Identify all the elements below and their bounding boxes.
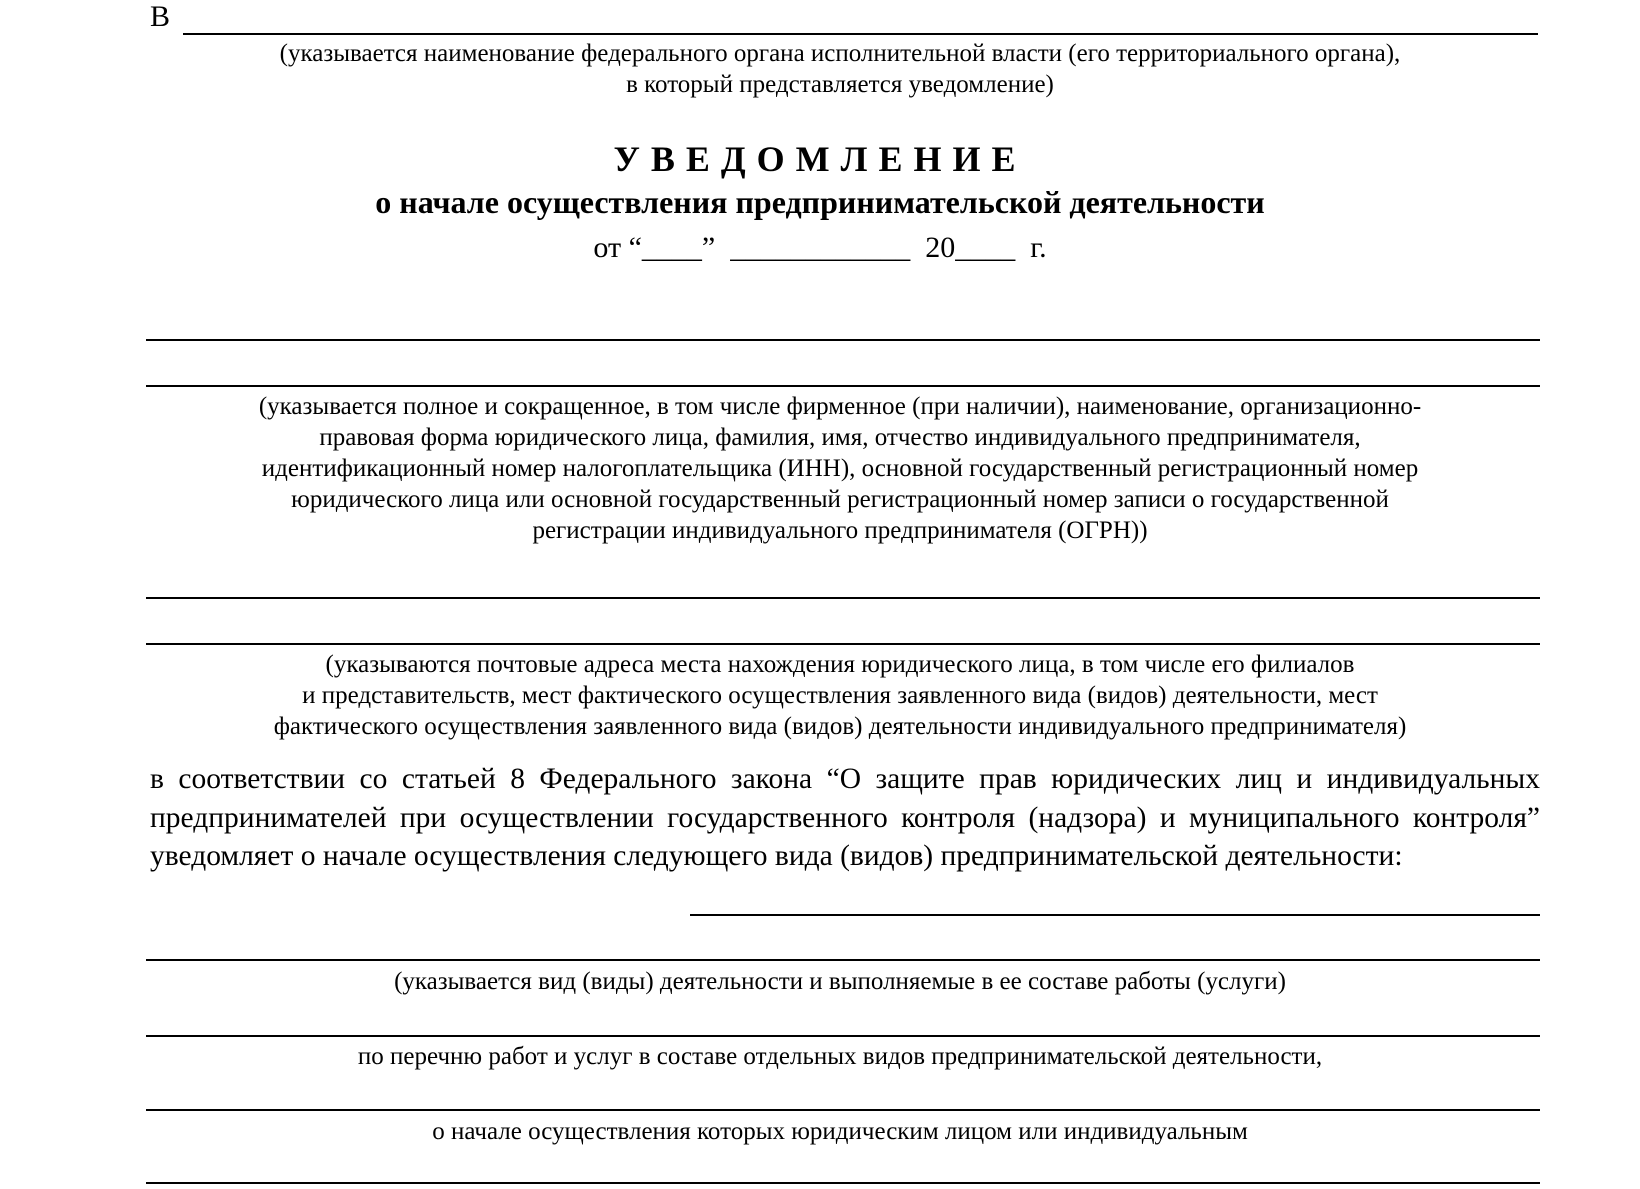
bottom-field-line[interactable] (146, 1182, 1540, 1184)
activity-inline-field-line[interactable] (690, 914, 1540, 916)
recipient-field-line[interactable] (183, 33, 1538, 35)
activity-field-line[interactable] (146, 959, 1540, 961)
recipient-prefix: В (150, 0, 171, 33)
activity-hint: (указывается вид (виды) деятельности и выполняемые в ее составе работы (услуги) (394, 968, 1286, 995)
document-title: УВЕДОМЛЕНИЕ (613, 139, 1027, 179)
list-field-line[interactable] (146, 1035, 1540, 1037)
notification-body-text: в соответствии со статьей 8 Федерального закона “О защите прав юридических лиц и индивидуальных предпринимателей при осуществлении государственного контроля (надзора) и муниципального контроля” уведомляет о начале осуществления следующего вида (видов) предпринимательской деятельности: (150, 763, 1540, 872)
entity-field-line-1[interactable] (146, 339, 1540, 341)
document-subtitle: о начале осуществления предпринимательской деятельности (375, 184, 1265, 220)
entity-hint: (указывается полное и сокращенное, в том числе фирменное (при наличии), наименование, организационно- правовая форма юридического лица, фамилия, имя, отчество индивидуального предпринимателя, идентификационный номер налогоплательщика (ИНН), основной государственный регистрационный номер юридического лица или основной государственный регистрационный номер записи о государственной регистрации индивидуального предпринимателя (ОГРН)) (258, 393, 1422, 544)
list-hint: по перечню работ и услуг в составе отдельных видов предпринимательской деятельности, (357, 1043, 1323, 1070)
address-hint: (указываются почтовые адреса места нахождения юридического лица, в том числе его филиалов и представительств, мест фактического осуществления заявленного вида (видов) деятельности, мест фактического осуществления заявленного вида (видов) деятельности индивидуального предпринимателя) (273, 651, 1407, 740)
recipient-hint: (указывается наименование федерального органа исполнительной власти (его территориального органа), в который представляется уведомление) (279, 40, 1401, 98)
start-hint: о начале осуществления которых юридическим лицом или индивидуальным (432, 1118, 1248, 1145)
start-field-line[interactable] (146, 1109, 1540, 1111)
entity-field-line-2[interactable] (146, 385, 1540, 387)
address-field-line-2[interactable] (146, 643, 1540, 645)
document-date-line[interactable]: от “____” ____________ 20____ г. (593, 231, 1047, 264)
address-field-line-1[interactable] (146, 597, 1540, 599)
